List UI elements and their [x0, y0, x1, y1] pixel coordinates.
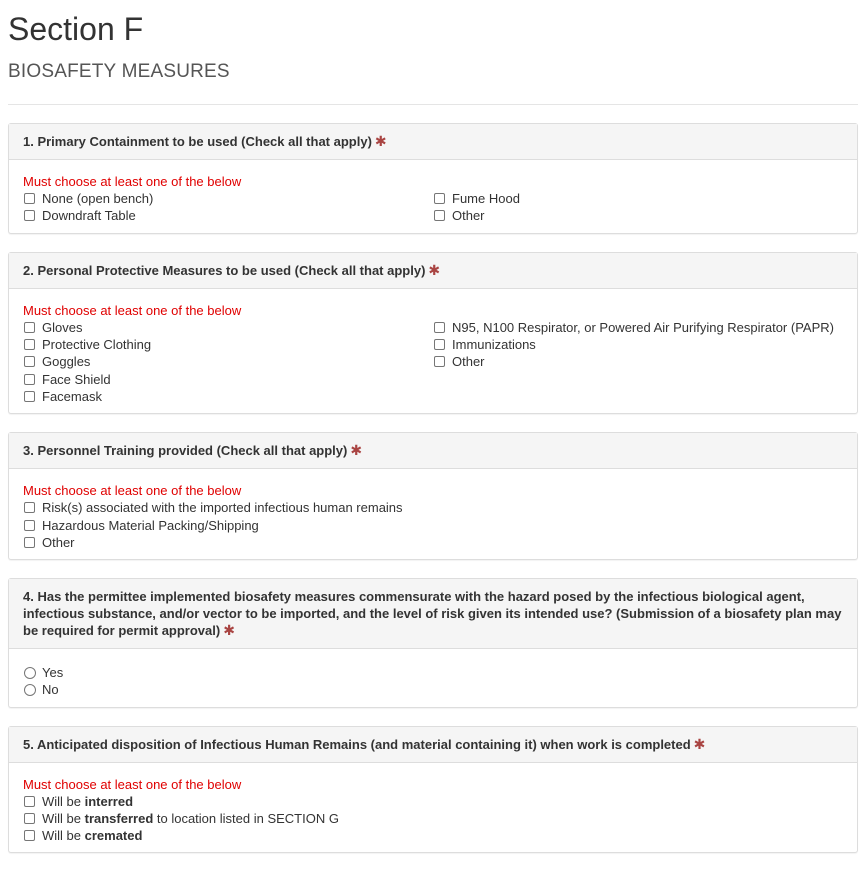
option-label: Facemask: [42, 388, 102, 404]
divider: [8, 104, 858, 105]
checkbox-interred[interactable]: [23, 793, 843, 810]
checkbox-icon[interactable]: [434, 339, 445, 350]
checkbox-fume-hood[interactable]: [433, 190, 843, 207]
radio-icon[interactable]: [24, 684, 36, 696]
validation-message: Must choose at least one of the below: [23, 174, 242, 189]
checkbox-icon[interactable]: [24, 339, 35, 350]
validation-message: Must choose at least one of the below: [23, 483, 242, 499]
question-3-body: [9, 469, 857, 559]
checkbox-none-open-bench[interactable]: [23, 190, 433, 207]
checkbox-facemask[interactable]: [23, 388, 433, 405]
checkbox-other[interactable]: [23, 534, 843, 551]
checkbox-gloves[interactable]: [23, 319, 433, 336]
checkbox-face-shield[interactable]: [23, 370, 433, 387]
required-icon: ✱: [374, 133, 387, 149]
checkbox-icon[interactable]: [434, 210, 445, 221]
validation-message: Must choose at least one of the below: [23, 302, 242, 318]
option-label: Risk(s) associated with the imported infectious human remains: [42, 500, 403, 516]
checkbox-icon[interactable]: [24, 356, 35, 367]
checkbox-icon[interactable]: [24, 374, 35, 385]
page-subtitle: BIOSAFETY MEASURES: [8, 61, 230, 82]
option-label: None (open bench): [42, 191, 154, 207]
checkbox-icon[interactable]: [434, 193, 445, 204]
question-5-label: 5. Anticipated disposition of Infectious Human Remains (and material containing it) when work is completed: [23, 736, 691, 752]
option-label: Downdraft Table: [42, 208, 136, 224]
checkbox-icon[interactable]: [24, 210, 35, 221]
required-icon: ✱: [223, 621, 235, 638]
option-label: Other: [452, 208, 485, 224]
question-2-panel: [8, 252, 858, 414]
radio-no[interactable]: [23, 681, 843, 698]
checkbox-icon[interactable]: [24, 193, 35, 204]
question-1-panel: [8, 123, 858, 234]
required-icon: ✱: [693, 735, 706, 752]
question-4-body: [9, 649, 857, 707]
option-label: No: [42, 682, 59, 698]
question-3-heading: [9, 433, 857, 469]
option-label: Will be interred: [42, 793, 134, 809]
option-label: N95, N100 Respirator, or Powered Air Purifying Respirator (PAPR): [452, 319, 834, 335]
checkbox-icon[interactable]: [24, 537, 35, 548]
radio-icon[interactable]: [24, 667, 36, 679]
checkbox-icon[interactable]: [24, 502, 35, 513]
checkbox-risks[interactable]: [23, 499, 843, 516]
checkbox-immunizations[interactable]: [433, 336, 843, 353]
checkbox-icon[interactable]: [24, 813, 35, 824]
required-icon: ✱: [350, 442, 363, 459]
option-label: Goggles: [42, 354, 91, 370]
question-4-heading: [9, 579, 857, 649]
checkbox-protective-clothing[interactable]: [23, 336, 433, 353]
checkbox-respirator[interactable]: [433, 319, 843, 336]
checkbox-goggles[interactable]: [23, 353, 433, 370]
option-label: Other: [452, 354, 485, 370]
question-2-label: 2. Personal Protective Measures to be used (Check all that apply): [23, 262, 426, 278]
page-title: Section F: [8, 11, 144, 47]
checkbox-other[interactable]: [433, 353, 843, 370]
validation-message: Must choose at least one of the below: [23, 776, 242, 792]
radio-yes[interactable]: [23, 664, 843, 681]
question-5-heading: [9, 727, 857, 763]
checkbox-icon[interactable]: [434, 356, 445, 367]
question-1-heading: [9, 124, 857, 160]
checkbox-transferred[interactable]: [23, 810, 843, 827]
checkbox-icon[interactable]: [24, 796, 35, 807]
option-label: Gloves: [42, 319, 83, 335]
checkbox-icon[interactable]: [24, 322, 35, 333]
checkbox-hazmat-packing[interactable]: [23, 516, 843, 533]
option-label: Hazardous Material Packing/Shipping: [42, 517, 259, 533]
required-icon: ✱: [428, 261, 441, 278]
checkbox-other[interactable]: [433, 207, 843, 224]
question-2-heading: [9, 253, 857, 289]
question-2-body: [9, 289, 857, 413]
question-4-panel: [8, 578, 858, 708]
option-label: Fume Hood: [452, 191, 520, 207]
option-label: Other: [42, 534, 75, 550]
checkbox-icon[interactable]: [24, 520, 35, 531]
checkbox-cremated[interactable]: [23, 827, 843, 844]
option-label: Yes: [42, 665, 64, 681]
option-label: Will be cremated: [42, 828, 143, 844]
checkbox-icon[interactable]: [434, 322, 445, 333]
question-1-body: [9, 160, 857, 233]
question-4-label: 4. Has the permittee implemented biosafety measures commensurate with the hazard posed by the infectious biological agent, infectious substance, and/or vector to be imported, and the level of risk given its intended use? (Submission of a biosafety plan may be required for permit approval): [23, 588, 842, 638]
checkbox-icon[interactable]: [24, 830, 35, 841]
option-label: Immunizations: [452, 337, 536, 353]
checkbox-icon[interactable]: [24, 391, 35, 402]
option-label: Protective Clothing: [42, 337, 152, 353]
option-label: Face Shield: [42, 371, 111, 387]
question-3-panel: [8, 432, 858, 560]
question-5-body: [9, 763, 857, 853]
question-5-panel: [8, 726, 858, 854]
option-label: Will be transferred to location listed in SECTION G: [42, 811, 339, 826]
checkbox-downdraft-table[interactable]: [23, 207, 433, 224]
question-1-label: 1. Primary Containment to be used (Check all that apply): [23, 134, 372, 149]
question-3-label: 3. Personnel Training provided (Check all that apply): [23, 443, 348, 459]
